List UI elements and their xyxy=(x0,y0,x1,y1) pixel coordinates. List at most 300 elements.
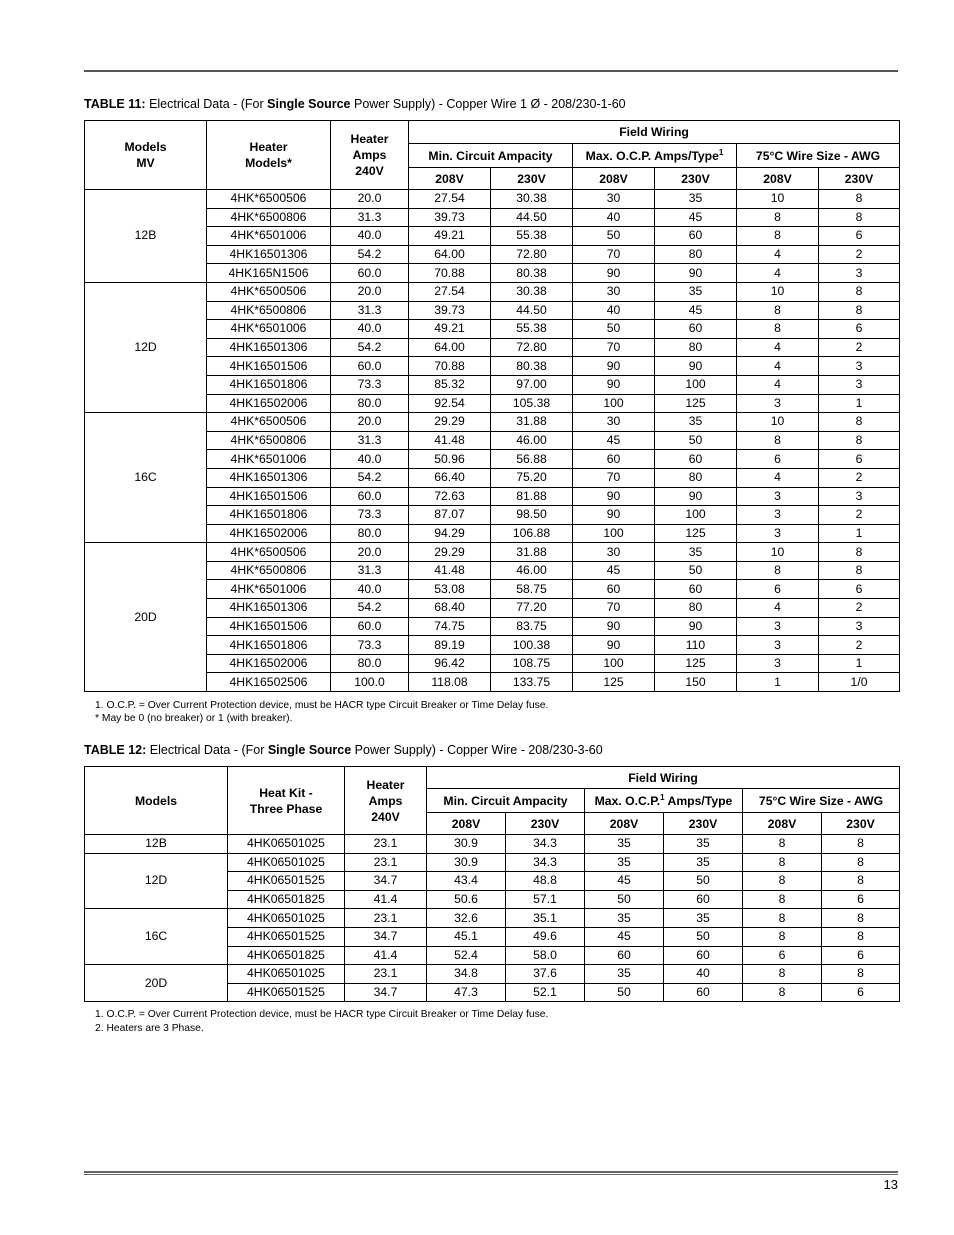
table-cell: 53.08 xyxy=(409,580,491,599)
table-cell: 90 xyxy=(573,357,655,376)
table-cell: 50 xyxy=(664,872,743,891)
table-cell: 2 xyxy=(819,468,900,487)
table-cell: 46.00 xyxy=(491,561,573,580)
table-cell: 100 xyxy=(573,654,655,673)
col-header-v230: 230V xyxy=(822,813,900,835)
table12-note-2: 2. Heaters are 3 Phase. xyxy=(95,1023,204,1034)
table-cell: 32.6 xyxy=(427,909,506,928)
table-cell: 4 xyxy=(737,245,819,264)
table-row xyxy=(85,487,900,506)
table-cell: 8 xyxy=(819,190,900,209)
table-cell: 45 xyxy=(585,872,664,891)
table-cell: 48.8 xyxy=(506,872,585,891)
table-cell: 40 xyxy=(664,965,743,984)
table-cell: 34.8 xyxy=(427,965,506,984)
table-cell: 90 xyxy=(573,264,655,283)
table-cell: 34.7 xyxy=(345,927,427,946)
col-header-wire-size: 75°C Wire Size - AWG xyxy=(737,144,900,168)
table-cell: 34.7 xyxy=(345,983,427,1002)
table-row xyxy=(85,965,900,984)
col-header-v230: 230V xyxy=(819,168,900,190)
table-cell: 45 xyxy=(655,301,737,320)
table-cell: 4HK*6500806 xyxy=(207,301,331,320)
table-row xyxy=(85,673,900,692)
table-cell: 4HK16501806 xyxy=(207,506,331,525)
table-cell: 66.40 xyxy=(409,468,491,487)
table-cell: 8 xyxy=(737,208,819,227)
table-cell: 77.20 xyxy=(491,599,573,618)
table-row xyxy=(85,450,900,469)
table-cell: 96.42 xyxy=(409,654,491,673)
table-cell: 52.4 xyxy=(427,946,506,965)
table-cell: 35 xyxy=(585,965,664,984)
table-cell: 4HK06501025 xyxy=(228,835,345,854)
table-cell: 54.2 xyxy=(331,468,409,487)
table-cell: 4HK16501306 xyxy=(207,338,331,357)
table-row xyxy=(85,431,900,450)
table-cell: 45 xyxy=(573,561,655,580)
table-cell: 40 xyxy=(573,301,655,320)
table-cell: 3 xyxy=(737,506,819,525)
col-header-wire-size: 75°C Wire Size - AWG xyxy=(743,789,900,813)
table-cell: 3 xyxy=(819,375,900,394)
table-cell: 55.38 xyxy=(491,227,573,246)
table-cell: 73.3 xyxy=(331,506,409,525)
table-row xyxy=(85,835,900,854)
table-cell: 90 xyxy=(655,357,737,376)
table-cell: 30.9 xyxy=(427,853,506,872)
table-cell: 8 xyxy=(819,282,900,301)
table-cell: 20.0 xyxy=(331,413,409,432)
table-cell: 1 xyxy=(737,673,819,692)
table-cell: 31.88 xyxy=(491,543,573,562)
col-header-field-wiring: Field Wiring xyxy=(409,121,900,144)
table-cell: 4HK16501506 xyxy=(207,357,331,376)
table-cell: 125 xyxy=(655,654,737,673)
table-cell: 39.73 xyxy=(409,301,491,320)
table-cell: 50 xyxy=(585,890,664,909)
col-header-mca: Min. Circuit Ampacity xyxy=(409,144,573,168)
table-cell: 6 xyxy=(819,227,900,246)
table-cell: 20.0 xyxy=(331,543,409,562)
table-cell: 4HK*6500506 xyxy=(207,282,331,301)
table-cell: 27.54 xyxy=(409,282,491,301)
table-cell: 4 xyxy=(737,375,819,394)
model-cell: 20D xyxy=(85,965,228,1002)
table-cell: 50 xyxy=(664,927,743,946)
table-row xyxy=(85,245,900,264)
table-cell: 85.32 xyxy=(409,375,491,394)
table-cell: 60.0 xyxy=(331,357,409,376)
table-cell: 34.7 xyxy=(345,872,427,891)
table-cell: 31.3 xyxy=(331,561,409,580)
table-cell: 60 xyxy=(655,227,737,246)
table-cell: 150 xyxy=(655,673,737,692)
table-cell: 64.00 xyxy=(409,338,491,357)
table11-caption: TABLE 11: Electrical Data - (For Single Source Power Supply) - Copper Wire 1 Ø - 208/230-1-60 xyxy=(84,97,626,111)
model-cell: 20D xyxy=(85,543,207,692)
table-cell: 133.75 xyxy=(491,673,573,692)
table-cell: 35 xyxy=(664,835,743,854)
table-row xyxy=(85,338,900,357)
table-cell: 40.0 xyxy=(331,580,409,599)
table-cell: 8 xyxy=(737,320,819,339)
col-header-models: Models xyxy=(85,767,228,835)
model-cell: 12B xyxy=(85,835,228,854)
table-cell: 125 xyxy=(573,673,655,692)
table-cell: 87.07 xyxy=(409,506,491,525)
table-cell: 73.3 xyxy=(331,375,409,394)
table-row xyxy=(85,227,900,246)
table-row xyxy=(85,375,900,394)
table-row xyxy=(85,524,900,543)
table-cell: 45 xyxy=(573,431,655,450)
table-cell: 90 xyxy=(655,487,737,506)
table-cell: 3 xyxy=(819,617,900,636)
table-cell: 50.6 xyxy=(427,890,506,909)
table-cell: 90 xyxy=(573,375,655,394)
table-cell: 35 xyxy=(655,190,737,209)
table-cell: 3 xyxy=(737,394,819,413)
table-cell: 10 xyxy=(737,190,819,209)
table-cell: 90 xyxy=(573,506,655,525)
table-cell: 58.75 xyxy=(491,580,573,599)
table-cell: 2 xyxy=(819,245,900,264)
table-cell: 4HK06501525 xyxy=(228,983,345,1002)
bottom-rule-thin xyxy=(84,1174,898,1175)
table-cell: 100 xyxy=(655,506,737,525)
table-cell: 4HK165N1506 xyxy=(207,264,331,283)
table-row xyxy=(85,190,900,209)
col-header-v208: 208V xyxy=(743,813,822,835)
table-cell: 58.0 xyxy=(506,946,585,965)
table-cell: 31.3 xyxy=(331,208,409,227)
table-cell: 6 xyxy=(737,450,819,469)
table-cell: 10 xyxy=(737,543,819,562)
table-row xyxy=(85,853,900,872)
table-cell: 35 xyxy=(655,282,737,301)
table-cell: 90 xyxy=(655,264,737,283)
table-cell: 81.88 xyxy=(491,487,573,506)
table-cell: 30 xyxy=(573,543,655,562)
table-cell: 45 xyxy=(655,208,737,227)
table-cell: 50 xyxy=(655,431,737,450)
table-row xyxy=(85,543,900,562)
table-cell: 41.48 xyxy=(409,561,491,580)
table12 xyxy=(84,766,900,1002)
table-cell: 4HK16501806 xyxy=(207,636,331,655)
table-cell: 30.38 xyxy=(491,190,573,209)
table-cell: 44.50 xyxy=(491,301,573,320)
table-cell: 8 xyxy=(743,927,822,946)
table-cell: 100.0 xyxy=(331,673,409,692)
model-cell: 12D xyxy=(85,853,228,909)
page-number: 13 xyxy=(883,1177,898,1192)
table-cell: 64.00 xyxy=(409,245,491,264)
table-cell: 8 xyxy=(737,431,819,450)
table-cell: 31.88 xyxy=(491,413,573,432)
table-cell: 40 xyxy=(573,208,655,227)
table-cell: 50 xyxy=(585,983,664,1002)
table-cell: 39.73 xyxy=(409,208,491,227)
table-cell: 4HK06501025 xyxy=(228,909,345,928)
col-header-heater-amps: Heater Amps 240V xyxy=(345,767,427,835)
table12-note-1: 1. O.C.P. = Over Current Protection device, must be HACR type Circuit Breaker or Time Delay fuse. xyxy=(95,1009,549,1020)
table-cell: 70 xyxy=(573,338,655,357)
table-cell: 8 xyxy=(743,965,822,984)
table-cell: 97.00 xyxy=(491,375,573,394)
model-cell: 12B xyxy=(85,190,207,283)
table-cell: 31.3 xyxy=(331,301,409,320)
table-cell: 4HK16501306 xyxy=(207,599,331,618)
table-cell: 80.0 xyxy=(331,654,409,673)
col-header-ocp: Max. O.C.P.$^1$ Amps/Type xyxy=(585,789,743,813)
table-cell: 8 xyxy=(819,301,900,320)
table-cell: 72.63 xyxy=(409,487,491,506)
table-cell: 98.50 xyxy=(491,506,573,525)
table-cell: 60 xyxy=(655,450,737,469)
table-cell: 70 xyxy=(573,599,655,618)
table-cell: 4HK*6500506 xyxy=(207,413,331,432)
table-cell: 35 xyxy=(585,853,664,872)
table-cell: 3 xyxy=(737,524,819,543)
table-cell: 4HK*6501006 xyxy=(207,320,331,339)
table-cell: 4HK06501525 xyxy=(228,927,345,946)
table-cell: 34.3 xyxy=(506,835,585,854)
table11-note-1: 1. O.C.P. = Over Current Protection device, must be HACR type Circuit Breaker or Time Delay fuse. xyxy=(95,700,549,711)
table-cell: 8 xyxy=(737,561,819,580)
table11 xyxy=(84,120,900,692)
table-cell: 40.0 xyxy=(331,227,409,246)
table-cell: 8 xyxy=(819,431,900,450)
table-cell: 4HK06501825 xyxy=(228,890,345,909)
table-cell: 23.1 xyxy=(345,835,427,854)
table-cell: 23.1 xyxy=(345,853,427,872)
table-cell: 40.0 xyxy=(331,450,409,469)
table-cell: 6 xyxy=(819,320,900,339)
table-cell: 52.1 xyxy=(506,983,585,1002)
table-cell: 4 xyxy=(737,357,819,376)
table-cell: 90 xyxy=(655,617,737,636)
table-cell: 40.0 xyxy=(331,320,409,339)
col-header-v208: 208V xyxy=(573,168,655,190)
table-cell: 70 xyxy=(573,468,655,487)
table-cell: 4HK*6500506 xyxy=(207,543,331,562)
table-cell: 35 xyxy=(585,909,664,928)
table-cell: 45 xyxy=(585,927,664,946)
table-cell: 108.75 xyxy=(491,654,573,673)
table-cell: 110 xyxy=(655,636,737,655)
table-cell: 60.0 xyxy=(331,487,409,506)
table-cell: 3 xyxy=(819,264,900,283)
table-cell: 92.54 xyxy=(409,394,491,413)
table-row xyxy=(85,909,900,928)
table-cell: 3 xyxy=(737,654,819,673)
table-cell: 8 xyxy=(737,301,819,320)
table-row xyxy=(85,264,900,283)
table-cell: 100.38 xyxy=(491,636,573,655)
table-cell: 54.2 xyxy=(331,599,409,618)
table-cell: 8 xyxy=(743,890,822,909)
table-cell: 49.6 xyxy=(506,927,585,946)
table-cell: 6 xyxy=(819,450,900,469)
table-cell: 8 xyxy=(822,835,900,854)
table-cell: 90 xyxy=(573,617,655,636)
table-cell: 100 xyxy=(573,394,655,413)
table-cell: 2 xyxy=(819,599,900,618)
table-cell: 90 xyxy=(573,487,655,506)
table-cell: 6 xyxy=(822,890,900,909)
col-header-v208: 208V xyxy=(409,168,491,190)
table12-caption: TABLE 12: Electrical Data - (For Single Source Power Supply) - Copper Wire - 208/230-3-60 xyxy=(84,743,603,757)
table-cell: 35 xyxy=(655,413,737,432)
table-cell: 60 xyxy=(664,946,743,965)
table-cell: 10 xyxy=(737,282,819,301)
table-row xyxy=(85,208,900,227)
table-cell: 80 xyxy=(655,468,737,487)
table-cell: 8 xyxy=(737,227,819,246)
table-cell: 29.29 xyxy=(409,543,491,562)
table-cell: 60 xyxy=(655,580,737,599)
table-cell: 100 xyxy=(655,375,737,394)
table-cell: 70 xyxy=(573,245,655,264)
table-cell: 60.0 xyxy=(331,617,409,636)
table-cell: 80.38 xyxy=(491,357,573,376)
table-row xyxy=(85,413,900,432)
col-header-models: Models MV xyxy=(85,121,207,190)
table-cell: 4HK*6500806 xyxy=(207,431,331,450)
table-cell: 45.1 xyxy=(427,927,506,946)
table-cell: 3 xyxy=(737,636,819,655)
table-cell: 1/0 xyxy=(819,673,900,692)
table-cell: 3 xyxy=(737,487,819,506)
table-cell: 6 xyxy=(822,983,900,1002)
table-cell: 74.75 xyxy=(409,617,491,636)
table-cell: 30 xyxy=(573,190,655,209)
table-cell: 50 xyxy=(655,561,737,580)
table-cell: 60 xyxy=(573,580,655,599)
table-cell: 50 xyxy=(573,320,655,339)
table-cell: 8 xyxy=(819,413,900,432)
table-cell: 35.1 xyxy=(506,909,585,928)
table-cell: 8 xyxy=(822,872,900,891)
table11-note-2: * May be 0 (no breaker) or 1 (with breaker). xyxy=(95,713,293,724)
bottom-rule xyxy=(84,1171,898,1173)
table-cell: 4HK16502006 xyxy=(207,394,331,413)
col-header-field-wiring: Field Wiring xyxy=(427,767,900,789)
table-cell: 3 xyxy=(819,357,900,376)
table-cell: 8 xyxy=(822,853,900,872)
col-header-v208: 208V xyxy=(737,168,819,190)
table-cell: 35 xyxy=(664,853,743,872)
table-cell: 4HK*6500806 xyxy=(207,208,331,227)
table-row xyxy=(85,357,900,376)
table-cell: 4HK16502006 xyxy=(207,524,331,543)
col-header-v208: 208V xyxy=(585,813,664,835)
table-cell: 80 xyxy=(655,338,737,357)
table-cell: 8 xyxy=(743,909,822,928)
table-cell: 4HK06501525 xyxy=(228,872,345,891)
table-cell: 94.29 xyxy=(409,524,491,543)
table-cell: 2 xyxy=(819,338,900,357)
table-cell: 80.38 xyxy=(491,264,573,283)
table-cell: 57.1 xyxy=(506,890,585,909)
table-cell: 2 xyxy=(819,506,900,525)
table-cell: 4HK16501306 xyxy=(207,468,331,487)
table-cell: 10 xyxy=(737,413,819,432)
table-cell: 29.29 xyxy=(409,413,491,432)
table-row xyxy=(85,599,900,618)
table-row xyxy=(85,617,900,636)
table-cell: 6 xyxy=(819,580,900,599)
table-cell: 50.96 xyxy=(409,450,491,469)
table-cell: 4HK16501506 xyxy=(207,487,331,506)
table-cell: 60 xyxy=(585,946,664,965)
table-cell: 4 xyxy=(737,468,819,487)
table-cell: 4HK06501025 xyxy=(228,853,345,872)
table-cell: 100 xyxy=(573,524,655,543)
table-cell: 80.0 xyxy=(331,524,409,543)
table-cell: 1 xyxy=(819,394,900,413)
model-cell: 16C xyxy=(85,413,207,543)
table-cell: 3 xyxy=(737,617,819,636)
table-cell: 8 xyxy=(743,835,822,854)
col-header-v230: 230V xyxy=(655,168,737,190)
table-cell: 49.21 xyxy=(409,227,491,246)
table-cell: 73.3 xyxy=(331,636,409,655)
table-cell: 4 xyxy=(737,264,819,283)
table-cell: 41.4 xyxy=(345,890,427,909)
table-cell: 89.19 xyxy=(409,636,491,655)
table-cell: 1 xyxy=(819,524,900,543)
table-cell: 72.80 xyxy=(491,245,573,264)
table-cell: 43.4 xyxy=(427,872,506,891)
table-cell: 8 xyxy=(743,853,822,872)
table-cell: 106.88 xyxy=(491,524,573,543)
table-cell: 80 xyxy=(655,599,737,618)
col-header-v230: 230V xyxy=(664,813,743,835)
table-cell: 60 xyxy=(664,983,743,1002)
table-cell: 44.50 xyxy=(491,208,573,227)
table-cell: 4HK16502506 xyxy=(207,673,331,692)
model-cell: 16C xyxy=(85,909,228,965)
table-cell: 34.3 xyxy=(506,853,585,872)
table-cell: 60 xyxy=(664,890,743,909)
table-row xyxy=(85,636,900,655)
table-cell: 4HK06501025 xyxy=(228,965,345,984)
table-cell: 54.2 xyxy=(331,338,409,357)
table-cell: 75.20 xyxy=(491,468,573,487)
col-header-v230: 230V xyxy=(506,813,585,835)
table-cell: 60 xyxy=(655,320,737,339)
col-header-v208: 208V xyxy=(427,813,506,835)
table-cell: 60.0 xyxy=(331,264,409,283)
table-cell: 8 xyxy=(822,927,900,946)
table-cell: 1 xyxy=(819,654,900,673)
table-cell: 83.75 xyxy=(491,617,573,636)
table-cell: 118.08 xyxy=(409,673,491,692)
table-row xyxy=(85,320,900,339)
table-cell: 8 xyxy=(743,872,822,891)
table-cell: 2 xyxy=(819,636,900,655)
col-header-heater-models: Heater Models* xyxy=(207,121,331,190)
table-cell: 70.88 xyxy=(409,357,491,376)
table-cell: 4HK16501306 xyxy=(207,245,331,264)
table-cell: 4HK16502006 xyxy=(207,654,331,673)
col-header-mca: Min. Circuit Ampacity xyxy=(427,789,585,813)
table-cell: 125 xyxy=(655,394,737,413)
table-row xyxy=(85,654,900,673)
